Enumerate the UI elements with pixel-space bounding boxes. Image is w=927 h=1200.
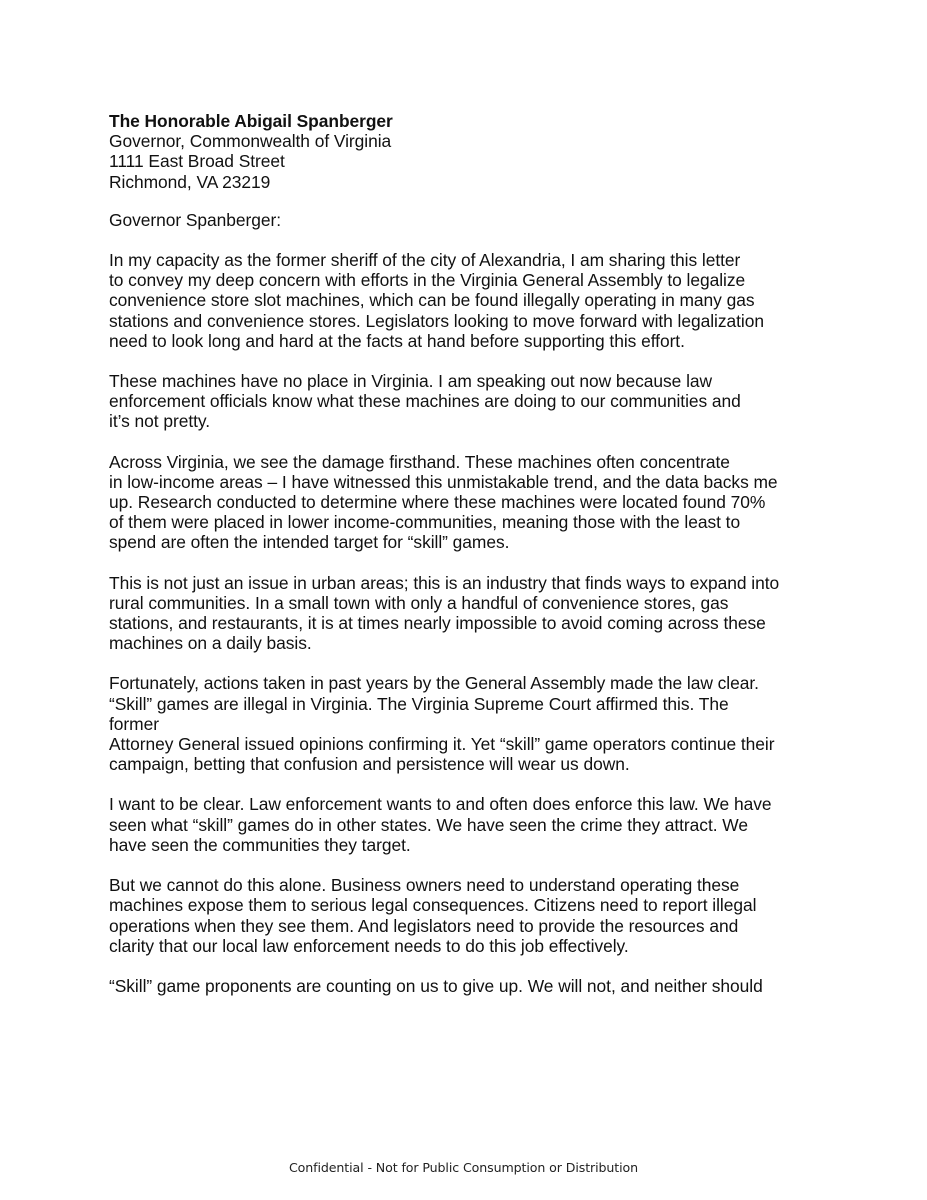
paragraph-line: machines on a daily basis.	[109, 633, 312, 654]
recipient-title: Governor, Commonwealth of Virginia	[109, 131, 392, 152]
paragraph-line: In my capacity as the former sheriff of the city of Alexandria, I am sharing this letter	[109, 250, 741, 271]
paragraph-line: stations, and restaurants, it is at times nearly impossible to avoid coming across these	[109, 613, 766, 634]
paragraph-line: rural communities. In a small town with only a handful of convenience stores, gas	[109, 592, 729, 613]
paragraph-line: to convey my deep concern with efforts in the Virginia General Assembly to legalize	[109, 270, 746, 291]
paragraph-3	[109, 452, 829, 553]
letter-body	[109, 111, 829, 1016]
paragraph-line: former	[109, 713, 159, 734]
paragraph-2	[109, 371, 829, 432]
recipient-street: 1111 East Broad Street	[109, 151, 285, 172]
paragraph-line: convenience store slot machines, which can be found illegally operating in many gas	[109, 290, 755, 311]
paragraph-line: Fortunately, actions taken in past years by the General Assembly made the law clear.	[109, 673, 759, 694]
paragraph-8	[109, 976, 829, 996]
recipient-city: Richmond, VA 23219	[109, 171, 271, 192]
recipient-name: The Honorable Abigail Spanberger	[109, 111, 393, 131]
paragraph-line: clarity that our local law enforcement needs to do this job effectively.	[109, 935, 629, 956]
paragraph-line: spend are often the intended target for “skill” games.	[109, 532, 510, 553]
paragraph-5	[109, 673, 829, 774]
paragraph-1	[109, 250, 829, 351]
paragraph-line: have seen the communities they target.	[109, 834, 411, 855]
paragraph-line: stations and convenience stores. Legislators looking to move forward with legalization	[109, 310, 764, 331]
paragraph-line: campaign, betting that confusion and persistence will wear us down.	[109, 754, 630, 775]
paragraph-line: machines expose them to serious legal consequences. Citizens need to report illegal	[109, 895, 757, 916]
paragraph-line: These machines have no place in Virginia. I am speaking out now because law	[109, 371, 713, 392]
paragraph-line: enforcement officials know what these machines are doing to our communities and	[109, 391, 741, 412]
paragraph-4	[109, 573, 829, 654]
paragraph-6	[109, 794, 829, 855]
paragraph-line: it’s not pretty.	[109, 411, 211, 432]
paragraph-line: This is not just an issue in urban areas; this is an industry that finds ways to expand into	[109, 572, 780, 593]
paragraph-7	[109, 875, 829, 956]
paragraph-line: in low-income areas – I have witnessed this unmistakable trend, and the data backs me	[109, 471, 778, 492]
paragraph-line: need to look long and hard at the facts at hand before supporting this effort.	[109, 330, 685, 351]
paragraph-line: But we cannot do this alone. Business owners need to understand operating these	[109, 875, 740, 896]
paragraph-line: seen what “skill” games do in other states. We have seen the crime they attract. We	[109, 814, 748, 835]
recipient-address	[109, 111, 829, 192]
confidential-footer: Confidential - Not for Public Consumption or Distribution	[288, 1160, 639, 1175]
paragraph-line: operations when they see them. And legislators need to provide the resources and	[109, 915, 739, 936]
paragraph-line: Across Virginia, we see the damage firsthand. These machines often concentrate	[109, 451, 730, 472]
paragraph-line: “Skill” games are illegal in Virginia. The Virginia Supreme Court affirmed this. The	[109, 693, 729, 714]
paragraph-line: “Skill” game proponents are counting on us to give up. We will not, and neither should	[109, 975, 763, 996]
salutation: Governor Spanberger:	[109, 209, 282, 230]
paragraph-line: I want to be clear. Law enforcement wants to and often does enforce this law. We have	[109, 794, 772, 815]
paragraph-line: of them were placed in lower income-communities, meaning those with the least to	[109, 512, 741, 533]
paragraph-line: up. Research conducted to determine where these machines were located found 70%	[109, 492, 766, 513]
paragraph-line: Attorney General issued opinions confirming it. Yet “skill” game operators continue their	[109, 734, 775, 755]
